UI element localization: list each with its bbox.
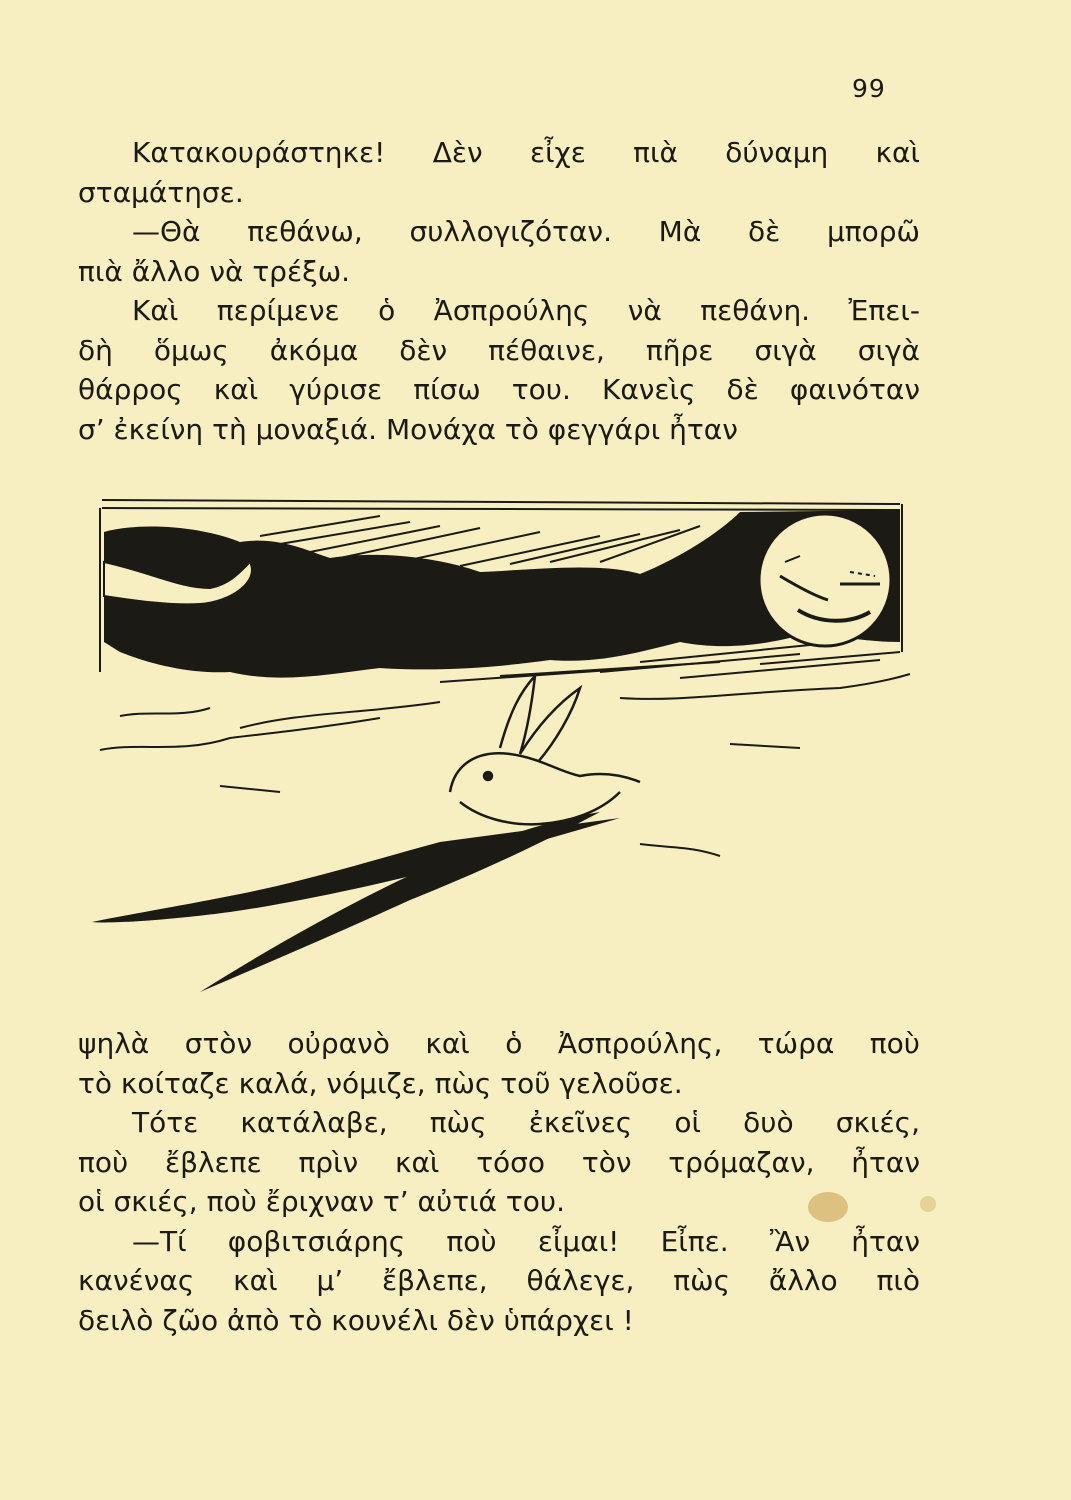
text-line: θάρρος καὶ γύρισε πίσω του. Κανεὶς δὲ φαινόταν: [78, 373, 920, 406]
text-line: ποὺ ἔβλεπε πρὶν καὶ τόσο τὸν τρόμαζαν, ἦταν: [78, 1145, 920, 1179]
paper-stain: [808, 1192, 848, 1222]
text-block-top: [78, 133, 920, 449]
paragraph: [78, 1103, 920, 1222]
text-line: κανένας καὶ μ’ ἔβλεπε, θάλεγε, πὼς ἄλλο πιὸ: [78, 1264, 920, 1297]
text-line: Τότε κατάλαβε, πὼς ἐκεῖνες οἱ δυὸ σκιές,: [132, 1106, 920, 1139]
text-block-bottom: [78, 1024, 920, 1340]
text-line: σταμάτησε.: [78, 175, 244, 209]
text-line: —Θὰ πεθάνω, συλλογιζόταν. Μὰ δὲ μπορῶ: [132, 215, 920, 248]
text-line: δὴ ὅμως ἀκόμα δὲν πέθαινε, πῆρε σιγὰ σιγὰ: [78, 333, 920, 367]
text-line: Κατακουράστηκε! Δὲν εἶχε πιὰ δύναμη καὶ: [132, 136, 920, 169]
text-line: τὸ κοίταζε καλά, νόμιζε, πὼς τοῦ γελοῦσε.: [78, 1066, 683, 1100]
rabbit: [450, 676, 640, 824]
text-line: οἱ σκιές, ποὺ ἔριχναν τ’ αὐτιά του.: [78, 1185, 565, 1218]
text-line: σ’ ἐκείνη τὴ μοναξιά. Μονάχα τὸ φεγγάρι ἦταν: [78, 412, 738, 446]
paragraph: [78, 1222, 920, 1341]
text-line: δειλὸ ζῶο ἀπὸ τὸ κουνέλι δὲν ὑπάρχει !: [78, 1303, 634, 1337]
rabbit-moon-illustration: [80, 492, 920, 1012]
paragraph: [78, 133, 920, 212]
text-line: —Τί φοβιτσιάρης ποὺ εἶμαι! Εἶπε. Ἂν ἦταν: [132, 1224, 920, 1258]
ear-shadows: [92, 812, 620, 992]
page-number: 99: [852, 74, 886, 103]
paper-stain-small: [920, 1196, 936, 1212]
paragraph: [78, 212, 920, 291]
moon: [759, 514, 891, 646]
paragraph: [78, 291, 920, 449]
text-line: πιὰ ἄλλο νὰ τρέξω.: [78, 254, 351, 288]
paragraph: [78, 1024, 920, 1103]
text-line: Καὶ περίμενε ὁ Ἀσπρούλης νὰ πεθάνη. Ἐπει-: [132, 294, 920, 327]
text-line: ψηλὰ στὸν οὐρανὸ καὶ ὁ Ἀσπρούλης, τώρα ποὺ: [78, 1027, 920, 1060]
